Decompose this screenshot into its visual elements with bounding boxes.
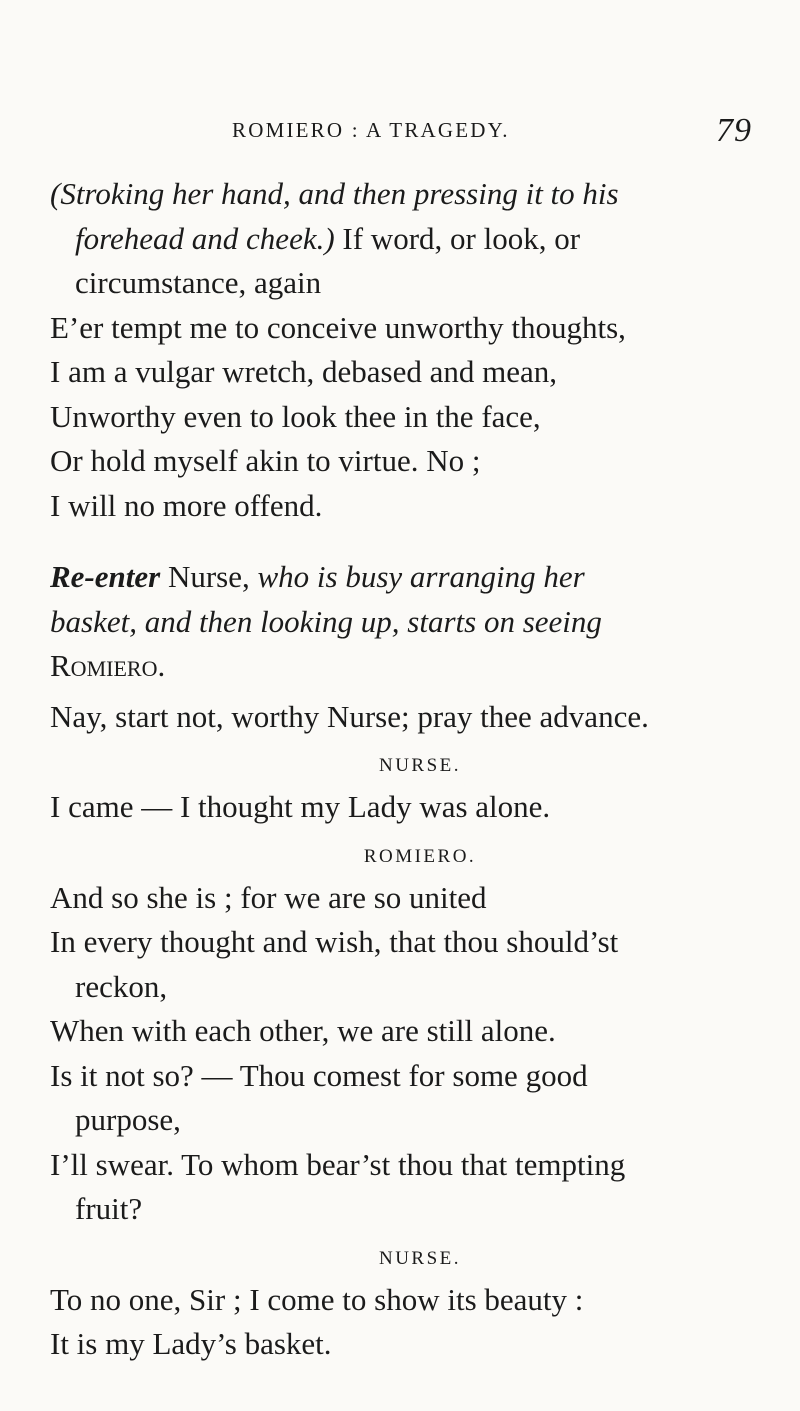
verse-line: Nay, start not, worthy Nurse; pray thee advance. [50, 698, 649, 734]
verse-line: Or hold myself akin to virtue. No ; [50, 443, 481, 478]
verse-line: Unworthy even to look thee in the face, [50, 398, 541, 434]
stage-direction: basket, and then looking up, starts on seeing [50, 603, 602, 639]
verse-line: And so she is ; for we are so united [50, 879, 487, 915]
verse-line: I’ll swear. To whom bear’st thou that tempting [50, 1146, 626, 1182]
verse-line: I came — I thought my Lady was alone. [50, 789, 551, 824]
verse-line: I will no more offend. [50, 487, 323, 523]
verse-line: To no one, Sir ; I come to show its beauty : [50, 1281, 584, 1317]
page-number: 79 [716, 112, 752, 149]
running-title: ROMIERO : A TRAGEDY. [232, 118, 510, 142]
verse-line: E’er tempt me to conceive unworthy thoughts, [50, 309, 626, 345]
stage-direction-character: Nurse, [160, 559, 258, 594]
stage-direction-inline-end: forehead and cheek.) [75, 220, 335, 256]
stage-direction-text: who is busy arranging her [257, 559, 585, 594]
page-text [50, 172, 760, 1367]
verse-text: If word, or look, or [334, 220, 581, 256]
verse-line [50, 172, 760, 217]
verse-line: I am a vulgar wretch, debased and mean, [50, 354, 557, 389]
verse-line: circumstance, again [75, 265, 322, 300]
speaker-heading: NURSE. [378, 755, 462, 776]
speaker-heading: NURSE. [378, 1247, 462, 1269]
verse-line-continuation: purpose, [75, 1102, 181, 1137]
verse-line: Is it not so? — Thou comest for some good [50, 1057, 588, 1093]
verse-line: In every thought and wish, that thou should’st [50, 924, 619, 959]
verse-line [50, 217, 760, 262]
stage-direction-name: Romiero. [50, 648, 166, 683]
stage-direction-reenter: Re-enter [50, 559, 161, 594]
verse-line: When with each other, we are still alone. [50, 1013, 556, 1048]
stage-direction-inline: (Stroking her hand, and then pressing it to his [50, 176, 619, 211]
verse-line-continuation: reckon, [75, 968, 168, 1004]
verse-line: It is my Lady’s basket. [50, 1326, 332, 1361]
spacer [50, 528, 760, 555]
running-head [232, 112, 752, 156]
verse-line-continuation: fruit? [75, 1191, 143, 1226]
stage-direction [50, 555, 760, 600]
speaker-heading: ROMIERO. [363, 845, 477, 867]
